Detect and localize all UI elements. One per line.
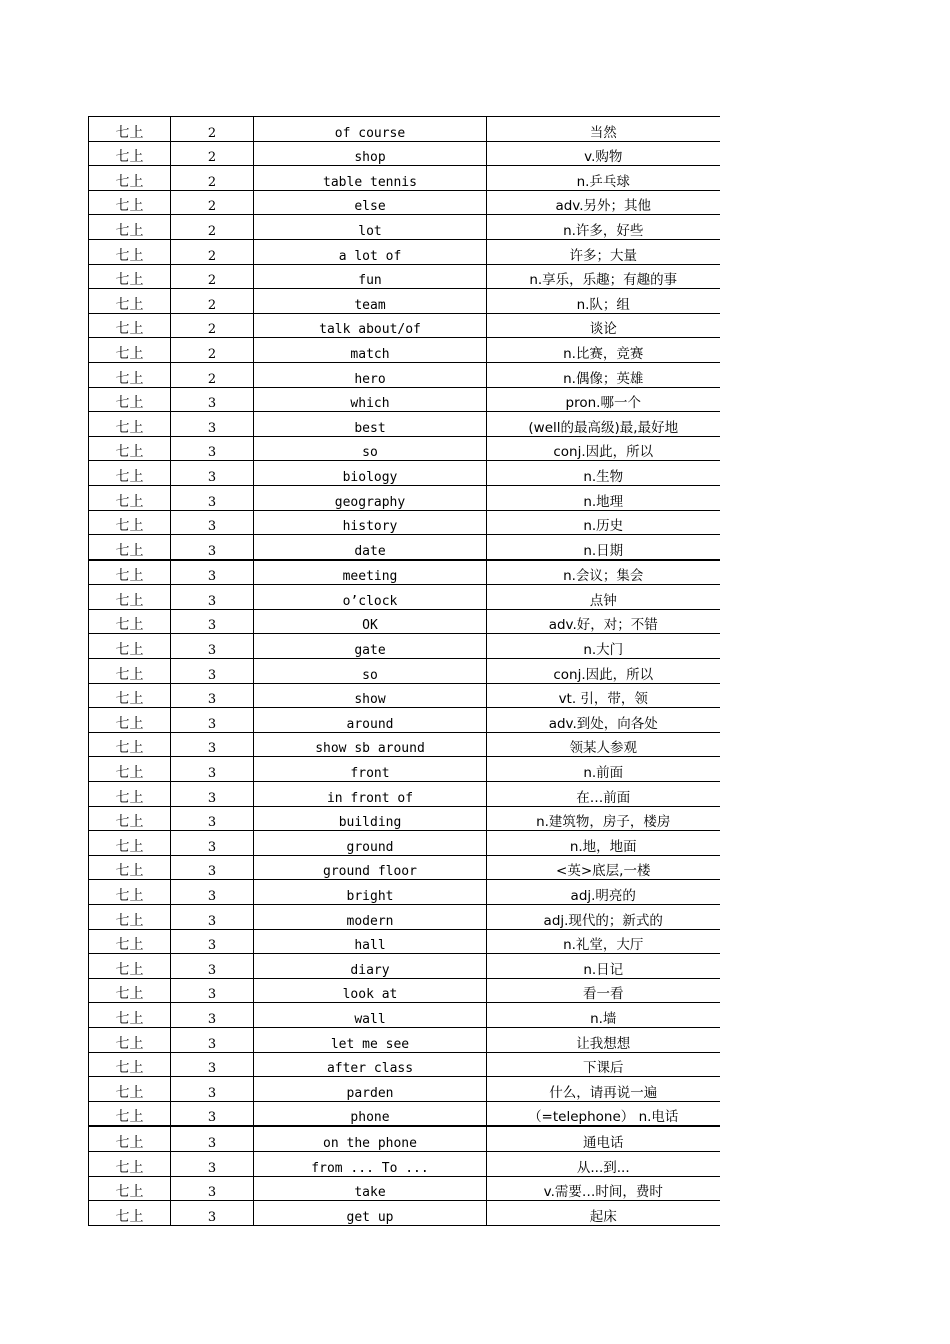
meaning-cell: 当然 [487,117,720,142]
word-cell: wall [254,1003,487,1028]
meaning-cell: n.生物 [487,461,720,486]
table-row [89,585,720,610]
unit-cell: 3 [171,560,254,585]
word-cell: on the phone [254,1126,487,1151]
unit-cell: 2 [171,141,254,166]
table-row [89,166,720,191]
table-row [89,634,720,659]
table-row [89,683,720,708]
meaning-cell: 点钟 [487,585,720,610]
table-row [89,239,720,264]
grade-cell: 七上 [89,1176,171,1201]
table-row [89,289,720,314]
table-row [89,929,720,954]
grade-cell: 七上 [89,732,171,757]
meaning-cell: 谈论 [487,313,720,338]
meaning-cell: conj.因此，所以 [487,659,720,684]
meaning-cell: conj.因此，所以 [487,436,720,461]
word-cell: geography [254,485,487,510]
table-row [89,609,720,634]
unit-cell: 3 [171,929,254,954]
unit-cell: 3 [171,978,254,1003]
word-cell: gate [254,634,487,659]
meaning-cell: 通电话 [487,1126,720,1151]
word-cell: front [254,757,487,782]
vocabulary-sheet [88,116,719,1226]
word-cell: building [254,806,487,831]
unit-cell: 3 [171,954,254,979]
meaning-cell: 下课后 [487,1052,720,1077]
table-row [89,1201,720,1226]
word-cell: ground [254,831,487,856]
unit-cell: 3 [171,732,254,757]
table-row [89,1077,720,1102]
grade-cell: 七上 [89,634,171,659]
word-cell: from ... To ... [254,1151,487,1176]
meaning-cell: adj.现代的；新式的 [487,905,720,930]
grade-cell: 七上 [89,535,171,560]
grade-cell: 七上 [89,1201,171,1226]
table-row [89,757,720,782]
table-row [89,855,720,880]
word-cell: OK [254,609,487,634]
word-cell: phone [254,1101,487,1126]
unit-cell: 3 [171,1003,254,1028]
table-row [89,659,720,684]
meaning-cell: pron.哪一个 [487,387,720,412]
unit-cell: 3 [171,1052,254,1077]
unit-cell: 2 [171,166,254,191]
table-row [89,806,720,831]
grade-cell: 七上 [89,166,171,191]
unit-cell: 3 [171,683,254,708]
grade-cell: 七上 [89,1126,171,1151]
grade-cell: 七上 [89,264,171,289]
unit-cell: 3 [171,880,254,905]
grade-cell: 七上 [89,708,171,733]
unit-cell: 3 [171,1176,254,1201]
meaning-cell: adv.好，对；不错 [487,609,720,634]
meaning-cell: n.前面 [487,757,720,782]
table-row [89,880,720,905]
grade-cell: 七上 [89,436,171,461]
unit-cell: 2 [171,190,254,215]
table-row [89,1101,720,1126]
word-cell: talk about/of [254,313,487,338]
word-cell: let me see [254,1027,487,1052]
word-cell: table tennis [254,166,487,191]
word-cell: hero [254,362,487,387]
grade-cell: 七上 [89,905,171,930]
word-cell: so [254,436,487,461]
table-row [89,535,720,560]
word-cell: shop [254,141,487,166]
table-row [89,117,720,142]
table-row [89,1003,720,1028]
grade-cell: 七上 [89,978,171,1003]
table-row [89,978,720,1003]
unit-cell: 2 [171,117,254,142]
meaning-cell: n.日记 [487,954,720,979]
grade-cell: 七上 [89,485,171,510]
unit-cell: 2 [171,264,254,289]
grade-cell: 七上 [89,190,171,215]
meaning-cell: n.比赛，竞赛 [487,338,720,363]
table-row [89,1151,720,1176]
table-row [89,905,720,930]
table-row [89,485,720,510]
word-cell: in front of [254,782,487,807]
word-cell: meeting [254,560,487,585]
unit-cell: 3 [171,461,254,486]
word-cell: match [254,338,487,363]
word-cell: fun [254,264,487,289]
table-row [89,338,720,363]
unit-cell: 3 [171,485,254,510]
unit-cell: 3 [171,1151,254,1176]
vocabulary-table [88,116,720,1226]
word-cell: modern [254,905,487,930]
meaning-cell: <英>底层,一楼 [487,855,720,880]
word-cell: after class [254,1052,487,1077]
grade-cell: 七上 [89,757,171,782]
grade-cell: 七上 [89,683,171,708]
word-cell: show [254,683,487,708]
unit-cell: 3 [171,855,254,880]
meaning-cell: 什么，请再说一遍 [487,1077,720,1102]
grade-cell: 七上 [89,560,171,585]
grade-cell: 七上 [89,215,171,240]
unit-cell: 3 [171,757,254,782]
unit-cell: 3 [171,585,254,610]
unit-cell: 3 [171,831,254,856]
grade-cell: 七上 [89,609,171,634]
unit-cell: 3 [171,806,254,831]
meaning-cell: v.购物 [487,141,720,166]
unit-cell: 2 [171,338,254,363]
table-row [89,190,720,215]
grade-cell: 七上 [89,954,171,979]
unit-cell: 3 [171,412,254,437]
table-row [89,831,720,856]
grade-cell: 七上 [89,1077,171,1102]
meaning-cell: n.墙 [487,1003,720,1028]
grade-cell: 七上 [89,1101,171,1126]
unit-cell: 3 [171,535,254,560]
grade-cell: 七上 [89,806,171,831]
table-row [89,1027,720,1052]
unit-cell: 2 [171,313,254,338]
word-cell: date [254,535,487,560]
table-row [89,412,720,437]
table-row [89,313,720,338]
table-row [89,436,720,461]
table-row [89,954,720,979]
meaning-cell: adj.明亮的 [487,880,720,905]
unit-cell: 3 [171,634,254,659]
unit-cell: 2 [171,239,254,264]
table-row [89,560,720,585]
grade-cell: 七上 [89,585,171,610]
grade-cell: 七上 [89,659,171,684]
table-row [89,264,720,289]
table-row [89,461,720,486]
word-cell: take [254,1176,487,1201]
unit-cell: 3 [171,659,254,684]
grade-cell: 七上 [89,1027,171,1052]
meaning-cell: n.偶像；英雄 [487,362,720,387]
grade-cell: 七上 [89,461,171,486]
word-cell: diary [254,954,487,979]
word-cell: best [254,412,487,437]
meaning-cell: n.日期 [487,535,720,560]
table-row [89,215,720,240]
word-cell: lot [254,215,487,240]
meaning-cell: n.大门 [487,634,720,659]
unit-cell: 2 [171,362,254,387]
table-row [89,141,720,166]
word-cell: get up [254,1201,487,1226]
grade-cell: 七上 [89,782,171,807]
grade-cell: 七上 [89,831,171,856]
table-row [89,732,720,757]
word-cell: of course [254,117,487,142]
grade-cell: 七上 [89,880,171,905]
word-cell: o’clock [254,585,487,610]
grade-cell: 七上 [89,141,171,166]
unit-cell: 3 [171,387,254,412]
grade-cell: 七上 [89,1052,171,1077]
meaning-cell: 从...到... [487,1151,720,1176]
word-cell: biology [254,461,487,486]
table-row [89,708,720,733]
meaning-cell: (well的最高级)最,最好地 [487,412,720,437]
unit-cell: 3 [171,708,254,733]
word-cell: history [254,510,487,535]
unit-cell: 3 [171,1077,254,1102]
word-cell: show sb around [254,732,487,757]
word-cell: parden [254,1077,487,1102]
vocabulary-table-body [89,117,720,1226]
grade-cell: 七上 [89,1151,171,1176]
unit-cell: 3 [171,782,254,807]
unit-cell: 3 [171,1027,254,1052]
grade-cell: 七上 [89,313,171,338]
meaning-cell: adv.到处，向各处 [487,708,720,733]
table-row [89,387,720,412]
meaning-cell: n.历史 [487,510,720,535]
meaning-cell: n.地，地面 [487,831,720,856]
grade-cell: 七上 [89,510,171,535]
word-cell: look at [254,978,487,1003]
table-row [89,362,720,387]
grade-cell: 七上 [89,338,171,363]
word-cell: bright [254,880,487,905]
unit-cell: 3 [171,609,254,634]
table-row [89,1126,720,1151]
grade-cell: 七上 [89,289,171,314]
unit-cell: 2 [171,289,254,314]
table-row [89,1052,720,1077]
meaning-cell: 领某人参观 [487,732,720,757]
word-cell: so [254,659,487,684]
meaning-cell: 起床 [487,1201,720,1226]
meaning-cell: n.会议；集会 [487,560,720,585]
unit-cell: 3 [171,1201,254,1226]
meaning-cell: n.享乐，乐趣；有趣的事 [487,264,720,289]
word-cell: a lot of [254,239,487,264]
grade-cell: 七上 [89,387,171,412]
meaning-cell: 看一看 [487,978,720,1003]
word-cell: ground floor [254,855,487,880]
meaning-cell: v.需要…时间，费时 [487,1176,720,1201]
unit-cell: 3 [171,1101,254,1126]
meaning-cell: adv.另外；其他 [487,190,720,215]
meaning-cell: n.礼堂，大厅 [487,929,720,954]
word-cell: team [254,289,487,314]
grade-cell: 七上 [89,1003,171,1028]
word-cell: around [254,708,487,733]
meaning-cell: n.建筑物，房子，楼房 [487,806,720,831]
table-row [89,1176,720,1201]
meaning-cell: 许多；大量 [487,239,720,264]
meaning-cell: vt. 引，带，领 [487,683,720,708]
meaning-cell: 在…前面 [487,782,720,807]
word-cell: else [254,190,487,215]
grade-cell: 七上 [89,117,171,142]
meaning-cell: n.地理 [487,485,720,510]
unit-cell: 3 [171,1126,254,1151]
meaning-cell: （=telephone） n.电话 [487,1101,720,1126]
grade-cell: 七上 [89,362,171,387]
meaning-cell: 让我想想 [487,1027,720,1052]
meaning-cell: n.队；组 [487,289,720,314]
unit-cell: 3 [171,510,254,535]
unit-cell: 3 [171,436,254,461]
word-cell: which [254,387,487,412]
grade-cell: 七上 [89,412,171,437]
table-row [89,782,720,807]
unit-cell: 2 [171,215,254,240]
unit-cell: 3 [171,905,254,930]
table-row [89,510,720,535]
word-cell: hall [254,929,487,954]
grade-cell: 七上 [89,929,171,954]
grade-cell: 七上 [89,239,171,264]
meaning-cell: n.乒乓球 [487,166,720,191]
grade-cell: 七上 [89,855,171,880]
meaning-cell: n.许多，好些 [487,215,720,240]
